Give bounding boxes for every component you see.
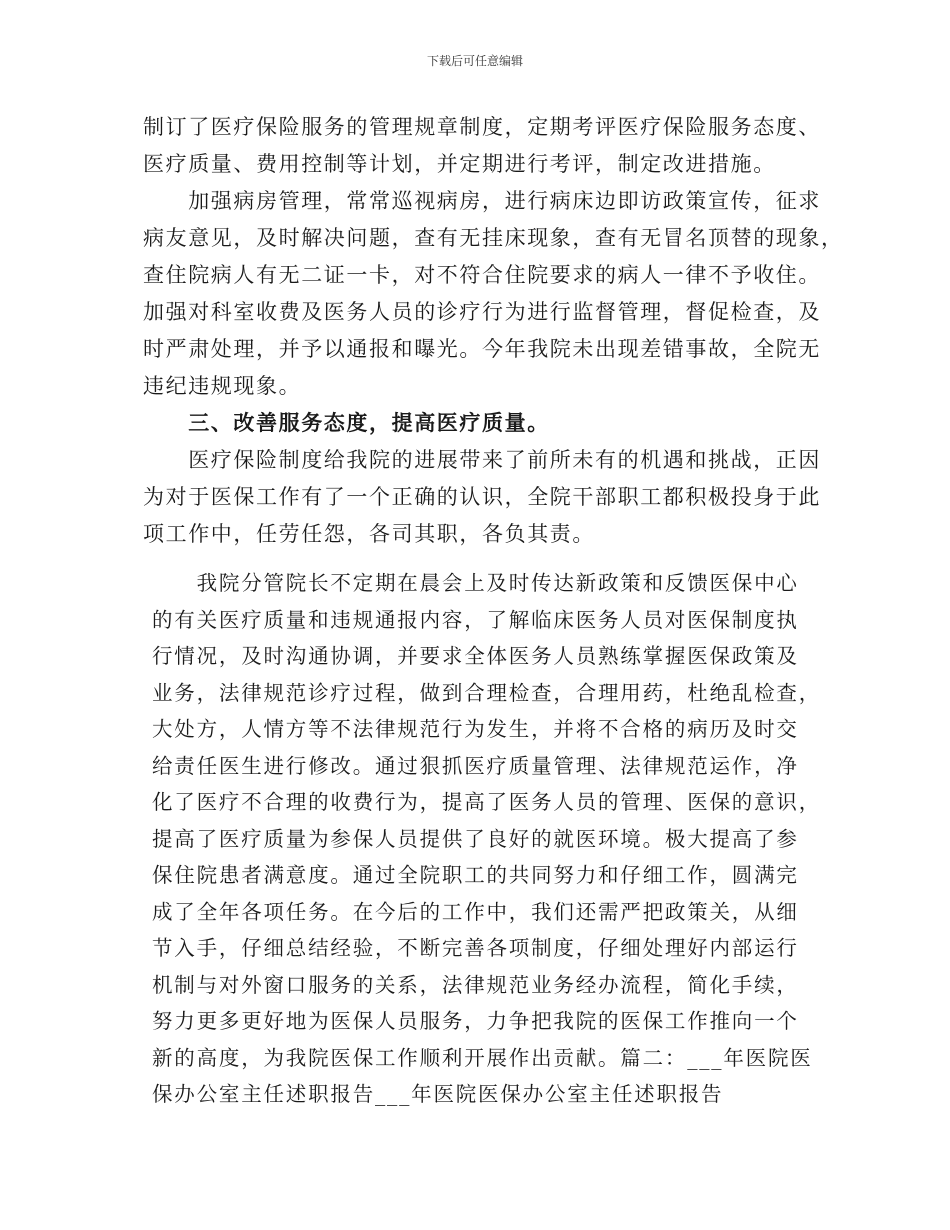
body-text-line: 化了医疗不合理的收费行为，提高了医务人员的管理、医保的意识，	[152, 790, 821, 814]
body-text-line: 医疗质量、费用控制等计划，并定期进行考评，制定改进措施。	[143, 152, 776, 176]
body-text-line: 病友意见，及时解决问题，查有无挂床现象，查有无冒名顶替的现象，	[143, 226, 844, 250]
body-text-line: 给责任医生进行修改。通过狠抓医疗质量管理、法律规范运作，净	[152, 754, 799, 778]
section-heading: 三、改善服务态度，提高医疗质量。	[143, 410, 550, 435]
body-text-line: 违纪违规现象。	[143, 374, 302, 398]
body-text-line: 加强对科室收费及医务人员的诊疗行为进行监督管理，督促检查，及	[143, 300, 821, 324]
body-text-line: 为对于医保工作有了一个正确的认识，全院干部职工都积极投身于此	[143, 485, 821, 509]
body-text-line: 项工作中，任劳任怨，各司其职，各负其责。	[143, 522, 595, 546]
body-text-line: 制订了医疗保险服务的管理规章制度，定期考评医疗保险服务态度、	[143, 115, 821, 139]
body-text-line: 查住院病人有无二证一卡，对不符合住院要求的病人一律不予收住。	[143, 263, 821, 287]
body-text-line: 保办公室主任述职报告___年医院医保办公室主任述职报告	[152, 1082, 724, 1106]
body-text-line: 业务，法律规范诊疗过程，做到合理检查，合理用药，杜绝乱检查，	[152, 681, 821, 705]
body-text-line: 我院分管院长不定期在晨会上及时传达新政策和反馈医保中心	[152, 571, 799, 595]
body-text-line: 医疗保险制度给我院的进展带来了前所未有的机遇和挑战，正因	[143, 448, 821, 472]
body-text-line: 时严肃处理，并予以通报和曝光。今年我院未出现差错事故，全院无	[143, 337, 821, 361]
body-text-line: 大处方，人情方等不法律规范行为发生，并将不合格的病历及时交	[152, 717, 799, 741]
body-text-line: 努力更多更好地为医保人员服务，力争把我院的医保工作推向一个	[152, 1009, 799, 1033]
body-text-line: 节入手，仔细总结经验，不断完善各项制度，仔细处理好内部运行	[152, 936, 799, 960]
body-text-line: 提高了医疗质量为参保人员提供了良好的就医环境。极大提高了参	[152, 827, 799, 851]
body-text-line: 的有关医疗质量和违规通报内容，了解临床医务人员对医保制度执	[152, 608, 799, 632]
body-text-line: 行情况，及时沟通协调，并要求全体医务人员熟练掌握医保政策及	[152, 644, 799, 668]
body-text-line: 成了全年各项任务。在今后的工作中，我们还需严把政策关，从细	[152, 900, 799, 924]
body-text-line: 加强病房管理，常常巡视病房，进行病床边即访政策宣传，征求	[143, 189, 821, 213]
body-text-line: 新的高度，为我院医保工作顺利开展作出贡献。篇二：___年医院医	[152, 1046, 813, 1070]
body-text-line: 机制与对外窗口服务的关系，法律规范业务经办流程，简化手续，	[152, 973, 799, 997]
page-header: 下载后可任意编辑	[426, 54, 523, 68]
body-text-line: 保住院患者满意度。通过全院职工的共同努力和仔细工作，圆满完	[152, 863, 799, 887]
